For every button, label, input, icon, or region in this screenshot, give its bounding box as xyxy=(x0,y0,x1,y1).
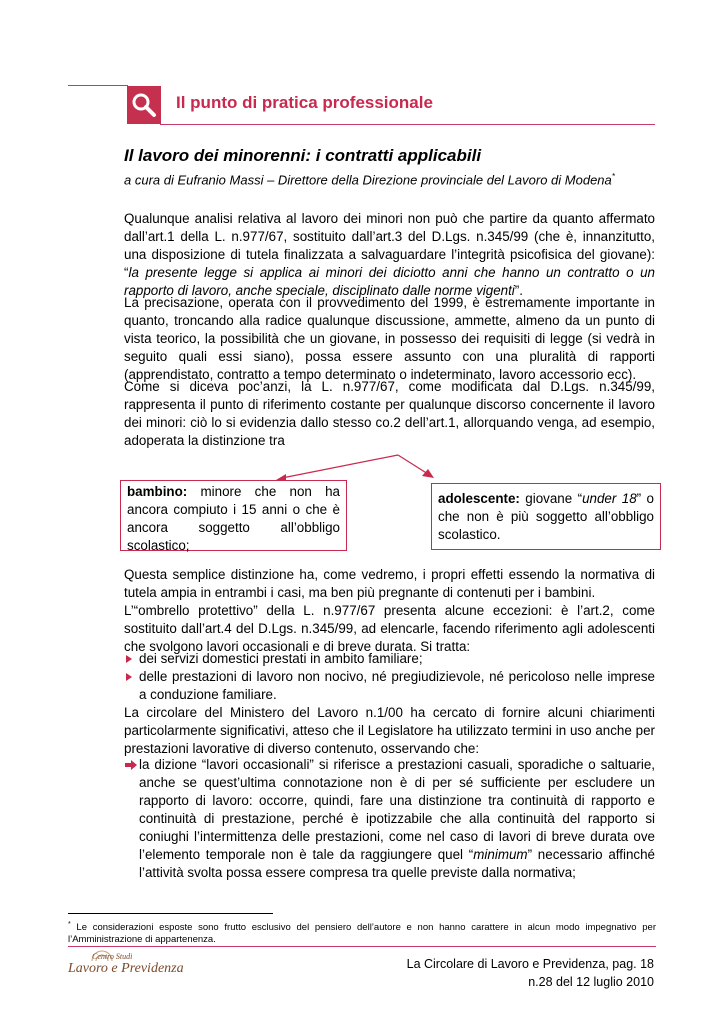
logo-subtitle: Centro Studi xyxy=(92,952,133,961)
triangle-bullet-icon xyxy=(124,650,138,668)
list-item: la dizione “lavori occasionali” si riferisce a prestazioni casuali, sporadiche o saltuarie, anche se quest’ultima connotazione non è di per sé sufficiente per escludere un rapporto di lavoro: occorre, quindi, fare una distinzione tra continuità di rapporto e continuità di prestazione, perché è ipotizzabile che alla continuità del rapporto si coniughi l’intermittenza delle prestazioni, come nel caso di lavori di breve durata ove l’elemento temporale non è tale da raggiungere quel “minimum” necessario affinché l’attività svolta possa essere compresa tra quelle previste dalla normativa; xyxy=(124,756,655,882)
exceptions-list xyxy=(124,650,655,704)
triangle-bullet-icon xyxy=(124,668,138,686)
footnote: * Le considerazioni esposte sono frutto esclusivo del pensiero dell’autore e non hanno carattere in alcun modo impegnativo per l’Amministrazione di appartenenza. xyxy=(68,921,656,946)
clarifications-list xyxy=(124,756,655,882)
issue-date: n.28 del 12 luglio 2010 xyxy=(528,975,654,989)
magnifier-icon xyxy=(127,86,161,124)
header-rule-bottom xyxy=(160,124,655,125)
paragraph-1: Qualunque analisi relativa al lavoro dei minori non può che partire da quanto affermato dall’art.1 della L. n.977/67, sostituito dall’art.3 del D.Lgs. n.345/99 (che è, innanzitutto, una disposizione di tutela finalizzata a salvaguardare l’integrità psicofisica del giovane): “la presente legge si applica ai minori dei diciotto anni che hanno un contratto o un rapporto di lavoro, anche speciale, disciplinato dalle norme vigenti”. xyxy=(124,211,655,298)
list-item: delle prestazioni di lavoro non nocivo, né pregiudizievole, né pericoloso nelle imprese a conduzione familiare. xyxy=(124,668,655,704)
header-rule-top xyxy=(68,85,128,86)
page-info xyxy=(407,955,654,991)
adolescente-definition-box: adolescente: giovane “under 18” o che non è più soggetto all’obbligo scolastico. xyxy=(431,483,661,550)
bambino-definition-box: bambino: minore che non ha ancora compiuto i 15 anni o che è ancora soggetto all’obbligo scolastico; xyxy=(120,480,347,551)
paragraph-3: Come si diceva poc’anzi, la L. n.977/67, come modificata dal D.Lgs. n.345/99, rappresenta il punto di riferimento costante per qualunque discorso concernente il lavoro dei minori: ciò lo si evidenzia dallo stesso co.2 dell’art.1, allorquando venga, ad esempio, adoperata la distinzione tra xyxy=(124,379,655,448)
footnote-ref[interactable]: * xyxy=(611,172,615,181)
paragraph-6: La circolare del Ministero del Lavoro n.1/00 ha cercato di fornire alcuni chiarimenti particolarmente significativi, atteso che il Legislatore ha utilizzato termini in uso anche per prestazioni lavorative di diverso contenuto, osservando che: xyxy=(124,705,655,756)
byline: a cura di Eufranio Massi – Direttore della Direzione provinciale del Lavoro di Modena* xyxy=(124,172,615,188)
logo-title: Lavoro e Previdenza xyxy=(68,961,184,976)
footnote-rule xyxy=(68,913,273,914)
list-item: dei servizi domestici prestati in ambito familiare; xyxy=(124,650,655,668)
arrow-bullet-icon xyxy=(124,756,138,774)
article-title: Il lavoro dei minorenni: i contratti applicabili xyxy=(124,146,482,165)
paragraph-4: Questa semplice distinzione ha, come vedremo, i propri effetti essendo la normativa di tutela ampia in entrambi i casi, ma ben più pregnante di contenuti per i bambini. xyxy=(124,567,655,600)
publication-page: La Circolare di Lavoro e Previdenza, pag. 18 xyxy=(406,957,654,971)
paragraph-2: La precisazione, operata con il provvedimento del 1999, è estremamente importante in quanto, troncando alla radice qualunque discussione, ammette, almeno da un punto di vista teorico, la possibilità che un giovane, in possesso dei requisiti di legge (si vedrà in seguito quali essi siano), possa essere assunto con una pluralità di rapporti (apprendistato, contratto a tempo determinato o indeterminato, lavoro accessorio ecc). xyxy=(124,295,655,382)
paragraph-5: L’“ombrello protettivo” della L. n.977/67 presenta alcune eccezioni: è l’art.2, come sostituito dall’art.4 del D.Lgs. n.345/99, ad elencarle, facendo riferimento agli adolescenti che svolgono lavori occasionali e di breve durata. Si tratta: xyxy=(124,603,655,654)
footer-rule xyxy=(68,946,656,947)
section-title: Il punto di pratica professionale xyxy=(176,93,433,112)
